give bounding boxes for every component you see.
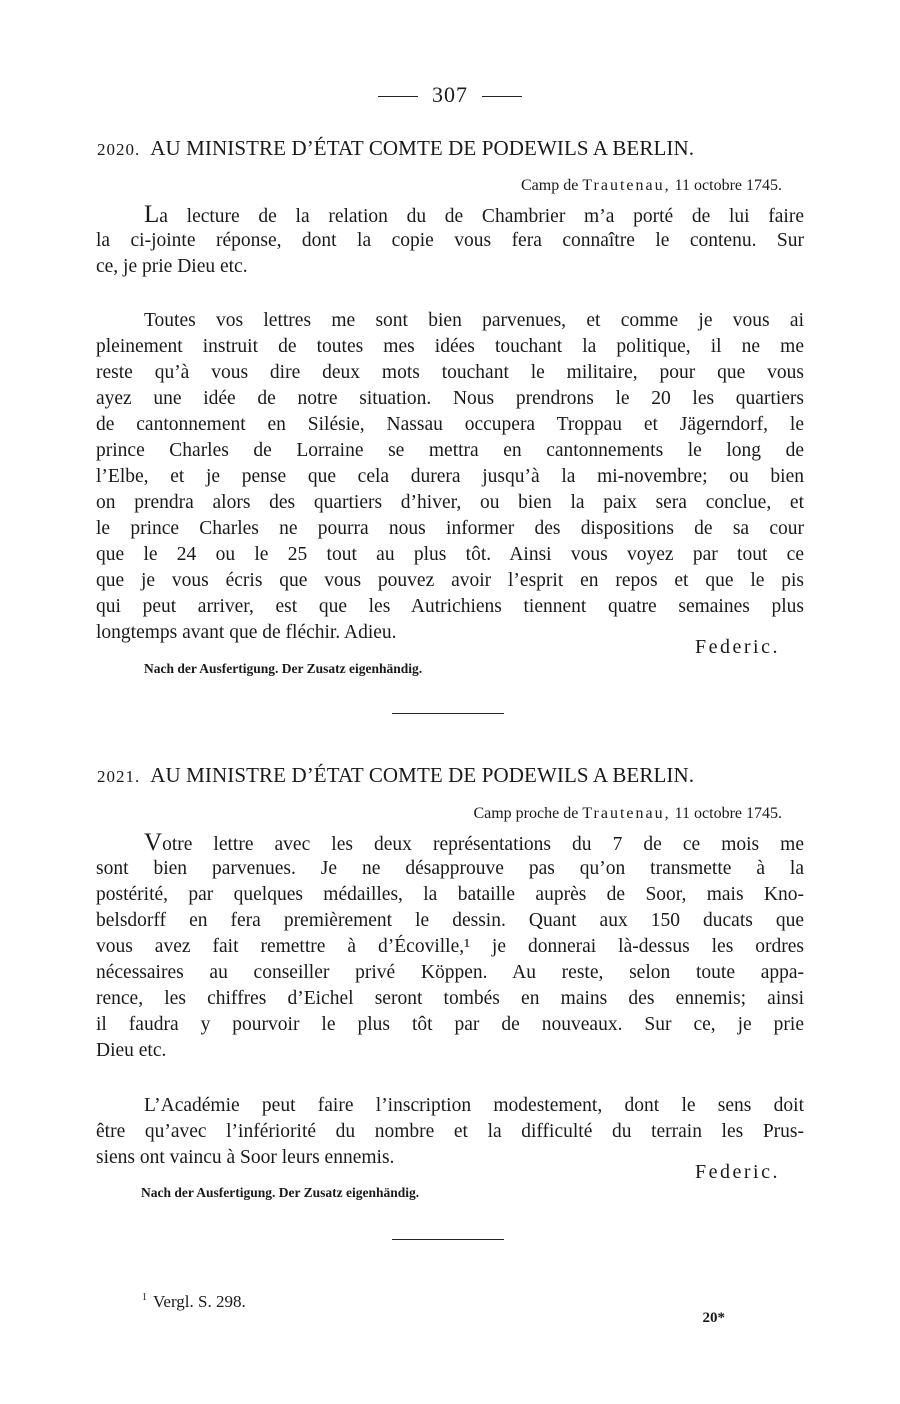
page-number-dash-right — [482, 96, 522, 97]
letter-paragraph: La lecture de la relation du de Chambrier m’a porté de lui faire la ci-jointe réponse, dont la copie vous fera connaître le contenu. Sur ce, je prie Dieu etc. — [96, 201, 804, 277]
letter-postscript: L’Académie peut faire l’inscription modestement, dont le sens doit être qu’avec l’infériorité du nombre et la difficulté du terrain les Prus- siens ont vaincu à Soor leurs ennemis. — [96, 1095, 804, 1168]
letter-heading — [97, 136, 807, 161]
footnote-text: Vergl. S. 298. — [153, 1292, 246, 1311]
letter-title: AU MINISTRE D’ÉTAT COMTE DE PODEWILS A BERLIN. — [150, 136, 695, 160]
page-number: 307 — [0, 82, 900, 108]
letter-number: 2020. — [97, 140, 141, 159]
letter-source-note: Nach der Ausfertigung. Der Zusatz eigenhändig. — [141, 1185, 420, 1200]
letter-signature: Federic. — [695, 1161, 780, 1183]
letter-postscript: Toutes vos lettres me sont bien parvenues, et comme je vous ai pleinement instruit de toutes mes idées touchant la politique, il ne me reste qu’à vous dire deux mots touchant le militaire, pour que vous ayez une idée de notre situation. Nous prendrons le 20 les quartiers de cantonnement en Silésie, Nassau occupera Troppau et Jägerndorf, le prince Charles de Lorraine se mettra en cantonnements le long de l’Elbe, et je pense que cela durera jusqu’à la mi-novembre; ou bien on prendra alors des quartiers d’hiver, ou bien la paix sera conclue, et le prince Charles ne pourra nous informer des dispositions de sa cour que le 24 ou le 25 tout au plus tôt. Ainsi vous voyez par tout ce que je vous écris que vous pouvez avoir l’esprit en repos et que le pis qui peut arriver, est que les Autrichiens tiennent quatre semaines plus longtemps avant que de fléchir. Adieu. — [96, 310, 804, 643]
letter-place-date: Camp proche de Trautenau, 11 octobre 1745. — [473, 805, 782, 822]
letter-title: AU MINISTRE D’ÉTAT COMTE DE PODEWILS A BERLIN. — [150, 763, 695, 787]
section-divider — [392, 713, 504, 714]
section-divider — [392, 1239, 504, 1240]
letter-signature: Federic. — [695, 636, 780, 658]
footnote-marker: 1 — [142, 1292, 147, 1304]
printer-signature-mark: 20* — [702, 1310, 725, 1326]
letter-heading — [97, 763, 807, 788]
footnote — [142, 1292, 246, 1312]
letter-paragraph: Votre lettre avec les deux représentations du 7 de ce mois me sont bien parvenues. Je ne désapprouve pas qu’on transmette à la postérité, par quelques médailles, la bataille auprès de Soor, mais Kno- belsdorff en fera premièrement le dessin. Quant aux 150 ducats que vous avez fait remettre à d’Écoville,¹ je donnerai là-dessus les ordres nécessaires au conseiller privé Köppen. Au reste, selon toute appa- rence, les chiffres d’Eichel seront tombés en mains des ennemis; ainsi il faudra y pourvoir le plus tôt par de nouveaux. Sur ce, je prie Dieu etc. — [96, 829, 804, 1061]
letter-source-note: Nach der Ausfertigung. Der Zusatz eigenhändig. — [144, 661, 423, 676]
letter-place-date: Camp de Trautenau, 11 octobre 1745. — [520, 177, 782, 194]
letter-number: 2021. — [97, 767, 141, 786]
page-number-dash-left — [378, 96, 418, 97]
